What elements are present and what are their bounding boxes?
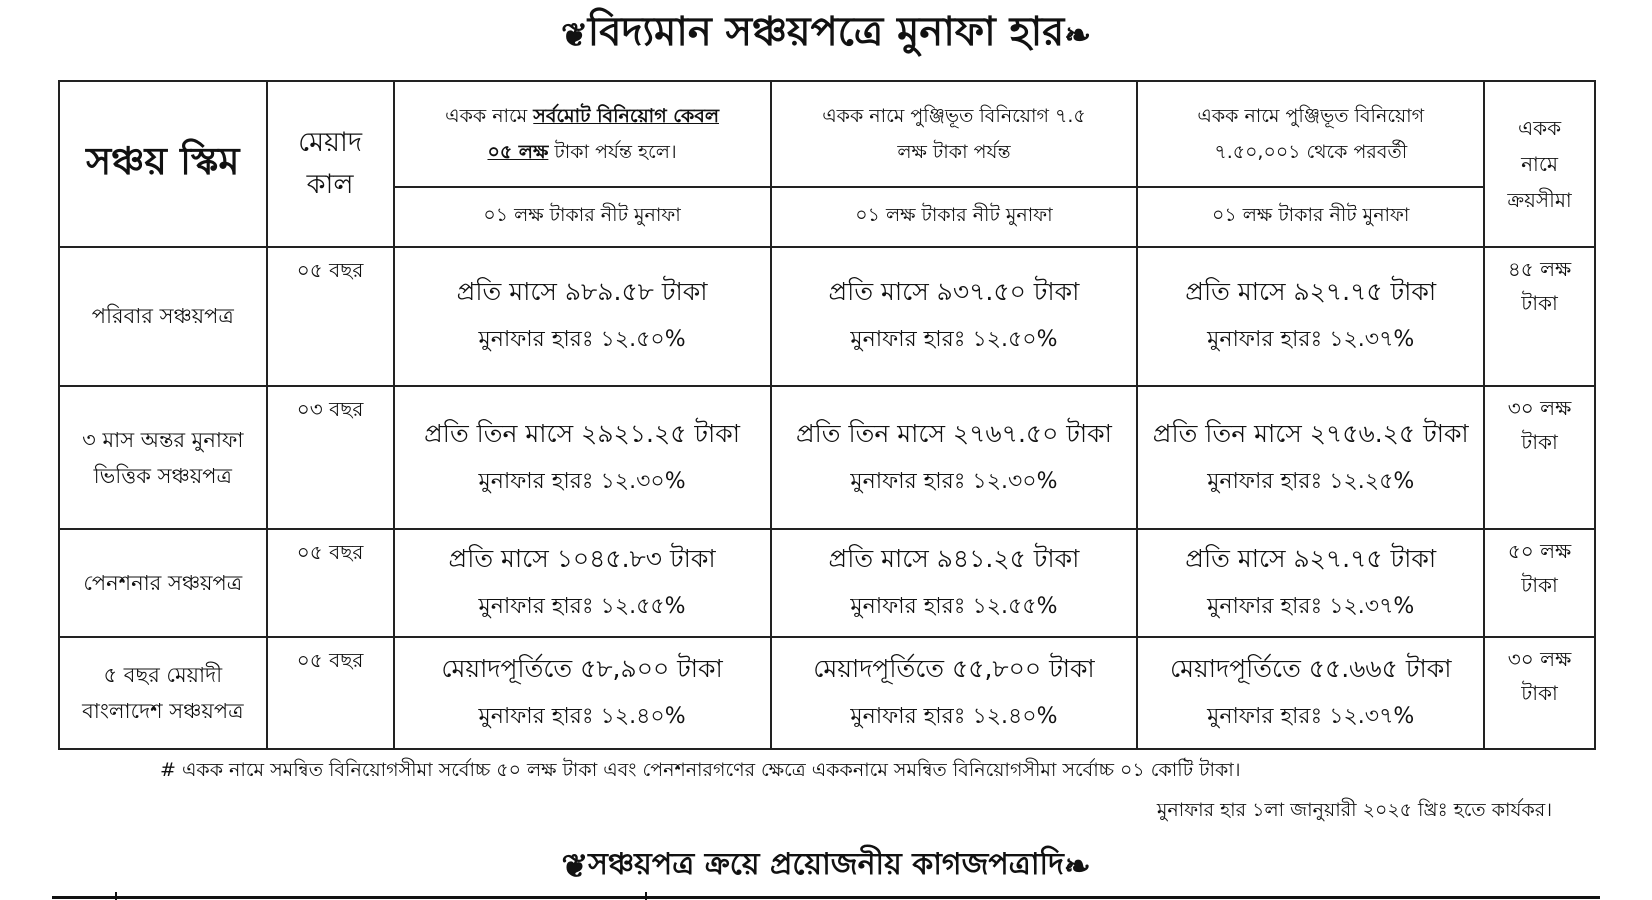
- col1-note-prefix: একক নামে: [445, 104, 528, 127]
- limit-line2: টাকা: [1521, 573, 1558, 598]
- col2-note-line1: একক নামে পুঞ্জিভূত বিনিয়োগ ৭.৫: [822, 104, 1086, 127]
- col3-cell: [1137, 637, 1484, 749]
- limit-cell: [1484, 247, 1595, 386]
- table-row: [59, 386, 1595, 529]
- term-cell: ০৫ বছর: [267, 637, 394, 749]
- subtitle-text: সঞ্চয়পত্র ক্রয়ে প্রয়োজনীয় কাগজপত্রাদি: [588, 847, 1064, 882]
- amount: প্রতি মাসে ৯৮৯.৫৮ টাকা: [456, 277, 708, 307]
- rate: মুনাফার হারঃ ১২.৫৫%: [478, 594, 686, 620]
- rate: মুনাফার হারঃ ১২.৫৫%: [850, 594, 1058, 620]
- scheme-line1: পেনশনার সঞ্চয়পত্র: [83, 571, 243, 596]
- col1-note-suffix: টাকা পর্যন্ত হলে।: [554, 140, 677, 163]
- amount: প্রতি মাসে ৯২৭.৭৫ টাকা: [1185, 277, 1437, 307]
- rate: মুনাফার হারঃ ১২.৩৭%: [1207, 594, 1415, 620]
- col1-cell: [394, 247, 771, 386]
- amount: মেয়াদপূর্তিতে ৫৫.৬৬৫ টাকা: [1170, 653, 1452, 683]
- col2-cell: [771, 247, 1138, 386]
- header-limit: [1484, 81, 1595, 247]
- term-cell: ০৫ বছর: [267, 529, 394, 637]
- next-table-divider: [645, 892, 647, 900]
- scheme-line1: পরিবার সঞ্চয়পত্র: [91, 304, 234, 329]
- title-text: বিদ্যমান সঞ্চয়পত্রে মুনাফা হার: [587, 8, 1065, 55]
- limit-line1: ৩০ লক্ষ: [1507, 646, 1572, 671]
- col2-cell: [771, 386, 1138, 529]
- header-sub2: ০১ লক্ষ টাকার নীট মুনাফা: [771, 187, 1138, 247]
- col3-cell: [1137, 386, 1484, 529]
- term-cell: ০৩ বছর: [267, 386, 394, 529]
- col3-cell: [1137, 247, 1484, 386]
- limit-cell: [1484, 529, 1595, 637]
- limit-line2: টাকা: [1521, 290, 1558, 315]
- limit-line2: টাকা: [1521, 429, 1558, 454]
- limit-line2: টাকা: [1521, 680, 1558, 705]
- next-table-top-border: [52, 896, 1600, 899]
- rate: মুনাফার হারঃ ১২.২৫%: [1207, 468, 1415, 494]
- header-scheme: সঞ্চয় স্কিম: [59, 81, 267, 247]
- rate: মুনাফার হারঃ ১২.৫০%: [478, 327, 686, 353]
- table-row: [59, 247, 1595, 386]
- rate: মুনাফার হারঃ ১২.৩৭%: [1207, 327, 1415, 353]
- col1-cell: [394, 529, 771, 637]
- col1-cell: [394, 386, 771, 529]
- section-subtitle: [0, 842, 1652, 889]
- scheme-line1: ৩ মাস অন্তর মুনাফা: [82, 427, 244, 452]
- scheme-name: [59, 386, 267, 529]
- col2-cell: [771, 529, 1138, 637]
- header-col3-note: [1137, 81, 1484, 187]
- ornament-right-icon: ❧: [1064, 16, 1092, 54]
- limit-cell: [1484, 386, 1595, 529]
- profit-rate-table: [58, 80, 1596, 750]
- col1-cell: [394, 637, 771, 749]
- limit-line1: ৪৫ লক্ষ: [1507, 256, 1572, 281]
- col3-cell: [1137, 529, 1484, 637]
- rate: মুনাফার হারঃ ১২.৪০%: [850, 703, 1058, 729]
- scheme-name: [59, 529, 267, 637]
- footnote-effective-date: মুনাফার হার ১লা জানুয়ারী ২০২৫ খ্রিঃ হতে কার্যকর।: [1156, 799, 1552, 821]
- col2-note-line2: লক্ষ টাকা পর্যন্ত: [897, 140, 1011, 163]
- amount: প্রতি মাসে ৯৩৭.৫০ টাকা: [828, 277, 1080, 307]
- amount: প্রতি মাসে ৯৪১.২৫ টাকা: [828, 544, 1080, 574]
- col1-note-underlined: সর্বমোট বিনিয়োগ কেবল: [533, 104, 719, 127]
- col3-note-line2: ৭.৫০,০০১ থেকে পরবর্তী: [1214, 140, 1408, 163]
- scheme-line2: ভিত্তিক সঞ্চয়পত্র: [93, 463, 232, 488]
- table-row: [59, 637, 1595, 749]
- amount: প্রতি মাসে ৯২৭.৭৫ টাকা: [1185, 544, 1437, 574]
- page-title: [0, 4, 1652, 63]
- ornament-right-icon: ❧: [1063, 847, 1091, 885]
- scheme-name: [59, 247, 267, 386]
- rate: মুনাফার হারঃ ১২.৪০%: [478, 703, 686, 729]
- amount: প্রতি মাসে ১০৪৫.৮৩ টাকা: [448, 544, 716, 574]
- ornament-left-icon: ❦: [560, 16, 588, 54]
- header-limit-line3: ক্রয়সীমা: [1507, 187, 1572, 212]
- scheme-name: [59, 637, 267, 749]
- amount: প্রতি তিন মাসে ২৭৬৭.৫০ টাকা: [795, 418, 1112, 448]
- rate: মুনাফার হারঃ ১২.৩৭%: [1207, 703, 1415, 729]
- header-col1-note: [394, 81, 771, 187]
- amount: প্রতি তিন মাসে ২৯২১.২৫ টাকা: [424, 418, 740, 448]
- col3-note-line1: একক নামে পুঞ্জিভূত বিনিয়োগ: [1197, 104, 1425, 127]
- limit-line1: ৫০ লক্ষ: [1507, 539, 1572, 564]
- header-row: [59, 81, 1595, 187]
- header-limit-line2: নামে: [1521, 151, 1558, 176]
- limit-line1: ৩০ লক্ষ: [1507, 395, 1572, 420]
- col2-cell: [771, 637, 1138, 749]
- scheme-line1: ৫ বছর মেয়াদী: [103, 662, 223, 687]
- footnote-investment-limit: # একক নামে সমন্বিত বিনিয়োগসীমা সর্বোচ্চ ৫০ লক্ষ টাকা এবং পেনশনারগণের ক্ষেত্রে এককনামে সমন্বিত বিনিয়োগসীমা সর্বোচ্চ ০১ কোটি টাকা।: [160, 759, 1241, 781]
- table-row: [59, 529, 1595, 637]
- rate: মুনাফার হারঃ ১২.৫০%: [850, 327, 1058, 353]
- rate: মুনাফার হারঃ ১২.৩০%: [478, 468, 686, 494]
- header-sub3: ০১ লক্ষ টাকার নীট মুনাফা: [1137, 187, 1484, 247]
- amount: মেয়াদপূর্তিতে ৫৮,৯০০ টাকা: [441, 653, 723, 683]
- limit-cell: [1484, 637, 1595, 749]
- ornament-left-icon: ❦: [561, 847, 589, 885]
- header-limit-line1: একক: [1517, 115, 1562, 140]
- scheme-line2: বাংলাদেশ সঞ্চয়পত্র: [82, 698, 244, 723]
- amount: মেয়াদপূর্তিতে ৫৫,৮০০ টাকা: [813, 653, 1095, 683]
- header-term-line1: মেয়াদ: [298, 126, 363, 158]
- amount: প্রতি তিন মাসে ২৭৫৬.২৫ টাকা: [1152, 418, 1469, 448]
- header-term-line2: কাল: [306, 168, 354, 200]
- next-table-divider: [115, 892, 117, 900]
- rate: মুনাফার হারঃ ১২.৩০%: [850, 468, 1058, 494]
- header-term: [267, 81, 394, 247]
- col1-note-underlined2: ০৫ লক্ষ: [487, 140, 549, 163]
- term-cell: ০৫ বছর: [267, 247, 394, 386]
- header-col2-note: [771, 81, 1138, 187]
- header-sub1: ০১ লক্ষ টাকার নীট মুনাফা: [394, 187, 771, 247]
